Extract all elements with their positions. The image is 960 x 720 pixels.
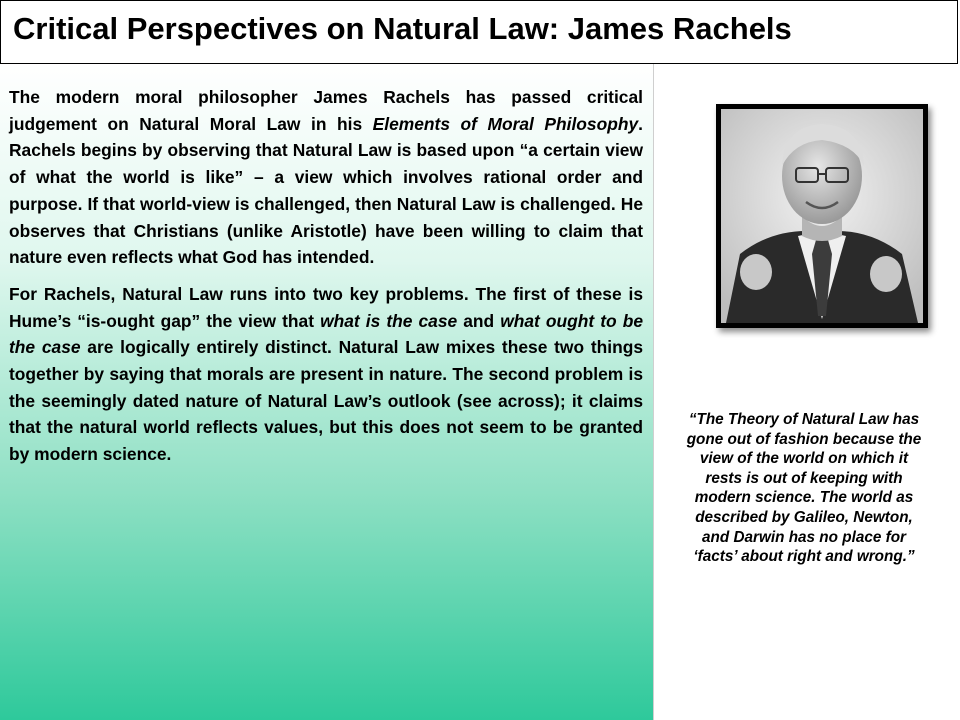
rachels-quote: “The Theory of Natural Law has gone out of fashion because the view of the world on which it rests is out of keeping with modern science. The world as described by Galileo, Newton, and Darwin has no place for ‘facts’ about right and wrong.” xyxy=(686,411,922,566)
emphasis-is: what is the case xyxy=(320,310,458,331)
portrait-photo xyxy=(716,104,928,328)
portrait-illustration xyxy=(716,104,928,328)
paragraph-1 xyxy=(9,84,643,271)
paragraph-2-part-2: and xyxy=(457,310,501,331)
paragraph-2-part-1: For Rachels, Natural Law runs into two key problems. The first of these is Hume’s “is-ought gap” the view that xyxy=(9,283,643,331)
paragraph-1-part-2: . Rachels begins by observing that Natural Law is based upon “a certain view of what the world is like” – a view which involves rational order and purpose. If that world-view is challenged, then Natural Law is challenged. He observes that Christians (unlike Aristotle) have been willing to claim that nature even reflects what God has intended. xyxy=(9,113,643,268)
emphasis-ought: what ought to be the case xyxy=(9,310,644,358)
text-panel xyxy=(0,64,654,720)
book-title: Elements of Moral Philosophy xyxy=(372,113,639,134)
paragraph-2 xyxy=(9,281,643,468)
page-title: Critical Perspectives on Natural Law: James Rachels xyxy=(13,11,792,46)
paragraph-1-part-1: The modern moral philosopher James Rachels has passed critical judgement on Natural Moral Law in his xyxy=(9,87,643,134)
body-text xyxy=(9,84,643,478)
side-panel xyxy=(654,64,960,720)
paragraph-2-part-3: are logically entirely distinct. Natural Law mixes these two things together by saying that morals are present in nature. The second problem is the seemingly dated nature of Natural Law’s outlook (see across); it claims that the natural world reflects values, but this does not seem to be granted by modern science. xyxy=(9,337,643,465)
title-bar xyxy=(0,0,958,64)
